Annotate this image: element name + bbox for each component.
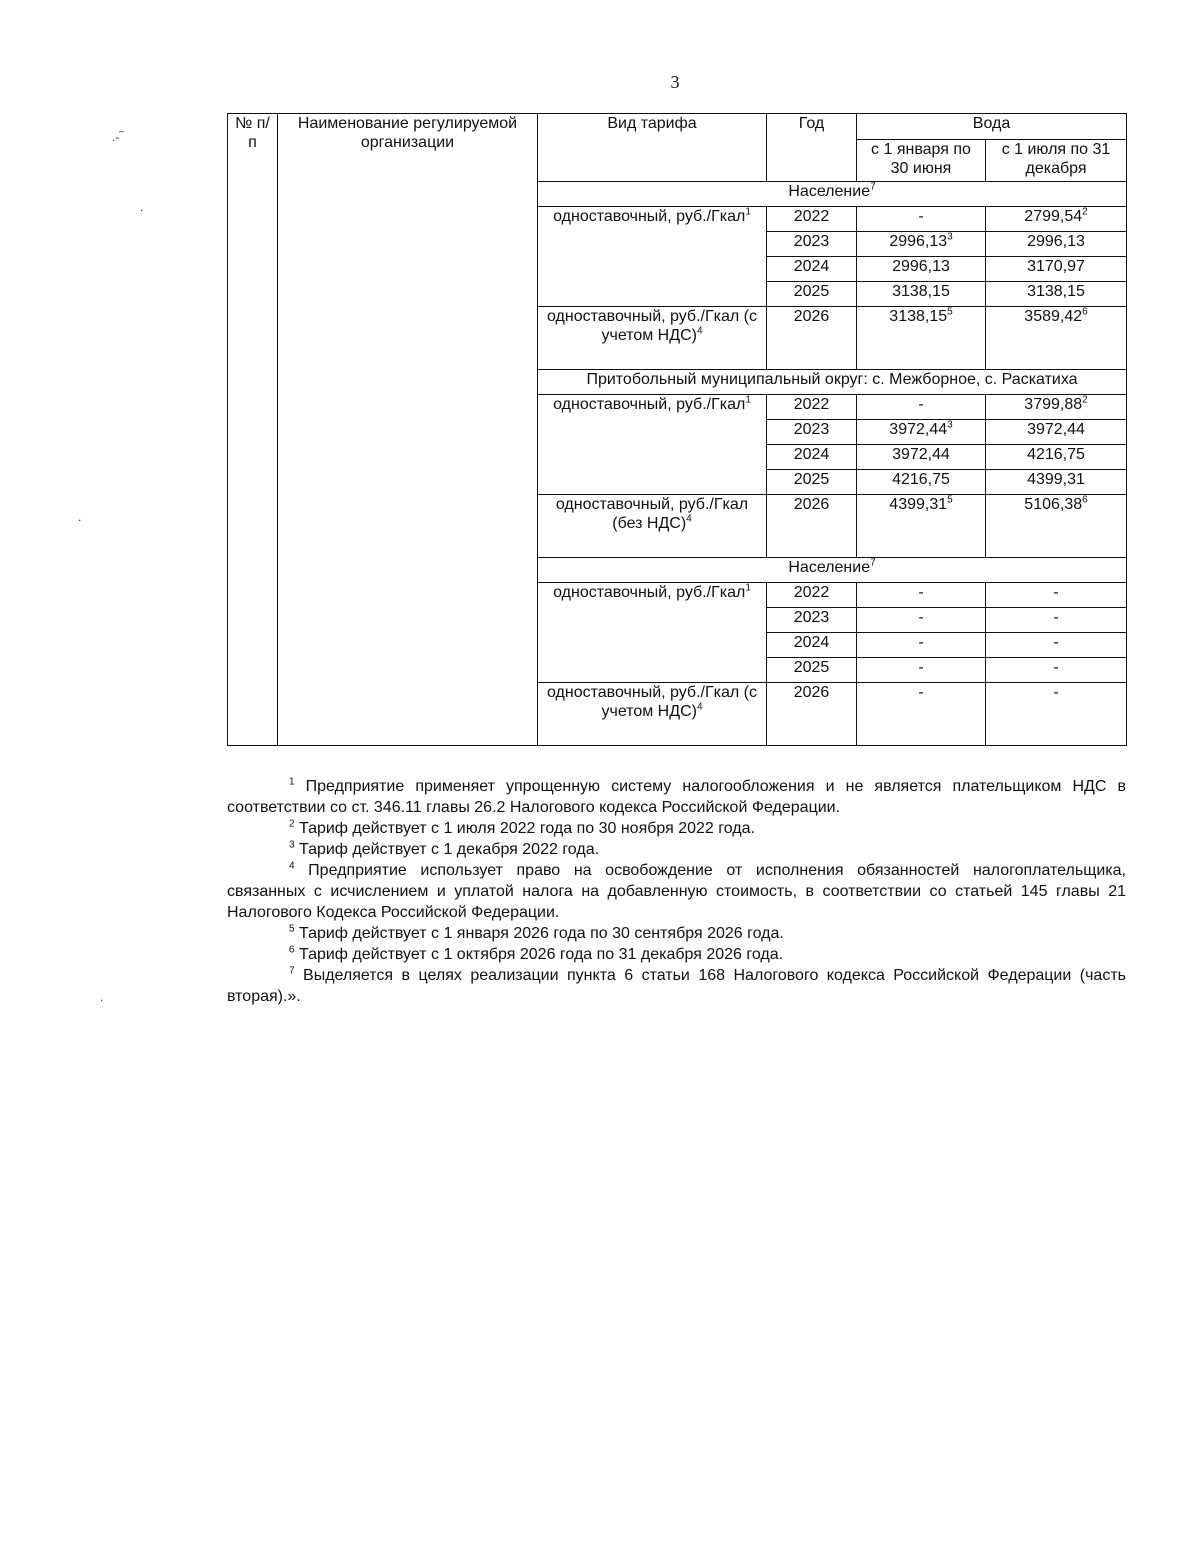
footnote-text: Тариф действует с 1 января 2026 года по 30 сентября 2026 года. (294, 925, 784, 942)
footnote (227, 965, 1126, 1007)
value-cell (986, 445, 1127, 470)
year-cell (767, 633, 857, 658)
cell-text: 2025 (793, 283, 830, 300)
footnote-ref: 7 (870, 181, 876, 193)
cell-text: 3138,15 (889, 308, 948, 325)
value-cell (857, 207, 986, 232)
value-cell (857, 608, 986, 633)
value-cell (857, 257, 986, 282)
footnote-ref: 1 (745, 582, 751, 594)
tariff-type-cell (538, 495, 767, 558)
value-cell (857, 307, 986, 370)
value-cell (986, 583, 1127, 608)
tariff-type-cell (538, 583, 767, 683)
cell-text: - (918, 208, 924, 225)
year-cell (767, 207, 857, 232)
cell-text: - (918, 609, 924, 626)
cell-text: 3972,44 (889, 421, 948, 438)
value-cell (857, 395, 986, 420)
footnote-number: 1 (289, 776, 295, 788)
cell-text: 2799,54 (1024, 208, 1083, 225)
value-cell (986, 658, 1127, 683)
footnote-text: Тариф действует с 1 декабря 2022 года. (294, 841, 600, 858)
cell-text: 2026 (793, 308, 830, 325)
cell-text: 3589,42 (1024, 308, 1083, 325)
tariff-type-cell (538, 395, 767, 495)
footnote-ref: 4 (696, 325, 703, 337)
footnote (227, 818, 1126, 839)
footnote-number: 7 (289, 965, 295, 977)
cell-text: 2024 (793, 258, 830, 275)
cell-text: 3799,88 (1024, 396, 1083, 413)
value-cell (857, 445, 986, 470)
scan-mark: . (78, 510, 82, 524)
cell-text: 2023 (793, 233, 830, 250)
cell-text: 4216,75 (1027, 446, 1085, 463)
value-cell (986, 633, 1127, 658)
value-cell (857, 583, 986, 608)
page-number: 3 (670, 72, 680, 92)
footnote-ref: 5 (947, 306, 953, 318)
value-cell (986, 307, 1127, 370)
cell-text: одноставочный, руб./Гкал (с учетом НДС) (546, 308, 757, 344)
header-period-1: с 1 января по 30 июня (857, 140, 986, 182)
year-cell (767, 232, 857, 257)
footnote-ref: 6 (1082, 306, 1088, 318)
value-cell (857, 495, 986, 558)
footnote (227, 776, 1126, 818)
value-cell (986, 608, 1127, 633)
footnote (227, 944, 1126, 965)
value-cell (986, 420, 1127, 445)
cell-text: 4399,31 (889, 496, 948, 513)
scan-mark: . (140, 200, 144, 214)
footnote-text: Тариф действует с 1 октября 2026 года по 31 декабря 2026 года. (294, 946, 784, 963)
cell-text: 5106,38 (1024, 496, 1083, 513)
cell-text: 2023 (793, 421, 830, 438)
year-cell (767, 683, 857, 746)
scan-mark: . (100, 990, 104, 1004)
footnote-text: Предприятие использует право на освобождение от исполнения обязанностей налогоплательщика, связанных с исчислением и уплатой налога на добавленную стоимость, в соответствии со статьей 145 главы 21 Налогового Кодекса Российской Федерации. (227, 862, 1126, 921)
cell-text: 2022 (793, 584, 830, 601)
cell-text: одноставочный, руб./Гкал (с учетом НДС) (546, 684, 757, 720)
value-cell (857, 232, 986, 257)
footnote-ref: 4 (686, 513, 692, 525)
year-cell (767, 658, 857, 683)
year-cell (767, 495, 857, 558)
year-cell (767, 257, 857, 282)
tariff-type-cell (538, 683, 767, 746)
footnote-number: 3 (289, 839, 295, 851)
value-cell (857, 633, 986, 658)
cell-text: одноставочный, руб./Гкал (553, 208, 746, 225)
footnote-text: Тариф действует с 1 июля 2022 года по 30 ноября 2022 года. (294, 820, 755, 837)
value-cell (986, 232, 1127, 257)
cell-text: - (918, 659, 924, 676)
year-cell (767, 282, 857, 307)
cell-text: - (1053, 684, 1059, 701)
year-cell (767, 395, 857, 420)
footnote-ref: 5 (947, 494, 953, 506)
cell-text: 2024 (793, 634, 830, 651)
footnote-number: 4 (289, 860, 295, 872)
tariff-table (227, 113, 1127, 746)
footnote-number: 2 (289, 818, 295, 830)
cell-text: Притобольный муниципальный округ: с. Межборное, с. Раскатиха (586, 371, 1078, 388)
cell-text: одноставочный, руб./Гкал (без НДС) (555, 496, 749, 532)
cell-text: 2023 (793, 609, 830, 626)
footnote (227, 839, 1126, 860)
cell-text: 3972,44 (1027, 421, 1085, 438)
footnote-ref: 2 (1082, 206, 1088, 218)
cell-text: 4216,75 (892, 471, 950, 488)
value-cell (986, 470, 1127, 495)
header-water: Вода (857, 114, 1127, 140)
value-cell (857, 658, 986, 683)
tariff-type-cell (538, 307, 767, 370)
footnote-number: 5 (289, 923, 295, 935)
cell-text: - (918, 584, 924, 601)
cell-text: - (1053, 609, 1059, 626)
cell-text: 2996,13 (889, 233, 948, 250)
cell-text: одноставочный, руб./Гкал (553, 396, 746, 413)
header-num: № п/п (228, 114, 278, 746)
cell-text: - (1053, 634, 1059, 651)
footnote-text: Предприятие применяет упрощенную систему налогообложения и не является плательщиком НДС в соответствии со ст. 346.11 главы 26.2 Налогового кодекса Российской Федерации. (227, 778, 1126, 816)
value-cell (857, 683, 986, 746)
cell-text: 2026 (793, 684, 830, 701)
cell-text: - (918, 396, 924, 413)
cell-text: 3170,97 (1027, 258, 1085, 275)
header-tariff-type: Вид тарифа (538, 114, 767, 182)
header-period-2: с 1 июля по 31 декабря (986, 140, 1127, 182)
footnote-number: 6 (289, 944, 295, 956)
cell-text: 2026 (793, 496, 830, 513)
cell-text: - (1053, 659, 1059, 676)
scan-mark: .-‾ (112, 130, 124, 144)
year-cell (767, 307, 857, 370)
cell-text: 2996,13 (1027, 233, 1085, 250)
value-cell (986, 495, 1127, 558)
cell-text: 3138,15 (892, 283, 950, 300)
footnote-text: Выделяется в целях реализации пункта 6 статьи 168 Налогового кодекса Российской Федерации (часть вторая).». (227, 967, 1126, 1005)
year-cell (767, 420, 857, 445)
header-org: Наименование регулируемой организации (278, 114, 538, 746)
year-cell (767, 470, 857, 495)
footnote-ref: 3 (947, 231, 953, 243)
cell-text: 3138,15 (1027, 283, 1085, 300)
cell-text: 2996,13 (892, 258, 950, 275)
tariff-type-cell (538, 207, 767, 307)
footnotes (227, 776, 1126, 1007)
cell-text: 4399,31 (1027, 471, 1085, 488)
footnote-ref: 6 (1082, 494, 1088, 506)
cell-text: - (918, 634, 924, 651)
value-cell (986, 257, 1127, 282)
cell-text: 2022 (793, 208, 830, 225)
year-cell (767, 608, 857, 633)
cell-text: одноставочный, руб./Гкал (553, 584, 746, 601)
footnote-ref: 2 (1082, 394, 1088, 406)
value-cell (857, 420, 986, 445)
footnote-ref: 1 (745, 206, 751, 218)
footnote (227, 923, 1126, 944)
footnote-ref: 7 (870, 557, 876, 569)
year-cell (767, 445, 857, 470)
footnote-ref: 4 (696, 701, 703, 713)
cell-text: 2022 (793, 396, 830, 413)
cell-text: Население (788, 183, 871, 200)
value-cell (857, 282, 986, 307)
footnote-ref: 3 (947, 419, 953, 431)
cell-text: 2025 (793, 471, 830, 488)
value-cell (986, 207, 1127, 232)
cell-text: - (918, 684, 924, 701)
cell-text: 2024 (793, 446, 830, 463)
value-cell (986, 282, 1127, 307)
header-year: Год (767, 114, 857, 182)
year-cell (767, 583, 857, 608)
value-cell (986, 683, 1127, 746)
cell-text: Население (788, 559, 871, 576)
cell-text: 3972,44 (892, 446, 950, 463)
value-cell (986, 395, 1127, 420)
footnote-ref: 1 (745, 394, 751, 406)
footnote (227, 860, 1126, 923)
section-title (538, 558, 1127, 583)
value-cell (857, 470, 986, 495)
section-title (538, 182, 1127, 207)
cell-text: - (1053, 584, 1059, 601)
section-title (538, 370, 1127, 395)
cell-text: 2025 (793, 659, 830, 676)
